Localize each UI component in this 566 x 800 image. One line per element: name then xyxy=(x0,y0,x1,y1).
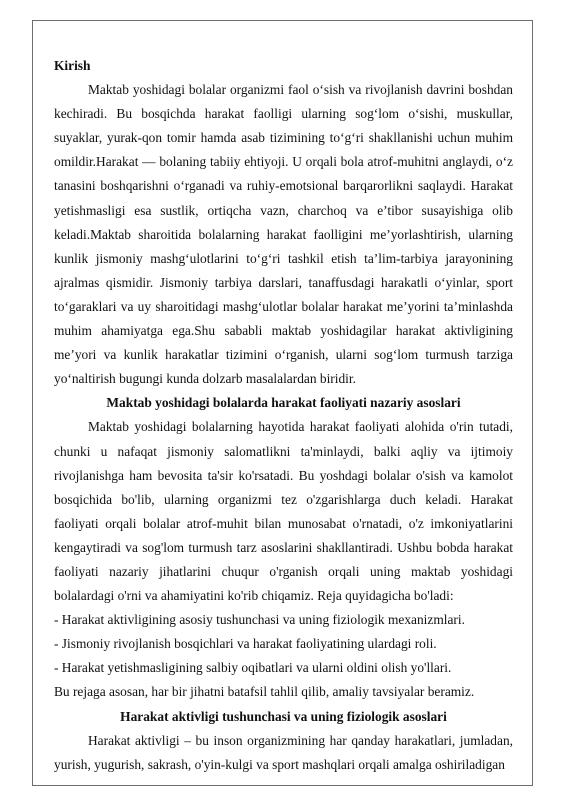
plan-item: - Jismoniy rivojlanish bosqichlari va harakat faoliyatining ulardagi roli. xyxy=(54,636,437,652)
intro-paragraph: Maktab yoshidagi bolalar organizmi faol o‘sish va rivojlanish davrini boshdan kechiradi. Bu bosqichda harakat faolligi ularning sog‘lom o‘sishi, muskullar, suyaklar, yurak-qon tomir hamda asab tizimining to‘g‘ri shakllanishi uchun muhim omildir.Harakat — bolaning tabiiy ehtiyoji. U orqali bola atrof-muhitni anglaydi, o‘z tanasini boshqarishni o‘rganadi va ruhiy-emotsional barqarorlikni saqlaydi. Harakat yetishmasligi esa sustlik, ortiqcha vazn, charchoq va e’tibor susayishiga olib keladi.Maktab sharoitida bolalarning harakat faolligini me’yorlashtirish, ularning kunlik jismoniy mashg‘ulotlarini to‘g‘ri tashkil etish ta’lim-tarbiya jarayonining ajralmas qismidir. Jismoniy tarbiya darslari, tanaffusdagi harakatli o‘yinlar, sport to‘garaklari va uy sharoitidagi mashg‘ulotlar bolalar harakat me’yorini ta’minlashda muhim ahamiyatga ega.Shu sababli maktab yoshidagilar harakat aktivligining me’yori va kunlik harakatlar tizimini o‘rganish, ularni sog‘lom turmush tarziga yo‘naltirish bugungi kunda dolzarb masalalardan biridir. xyxy=(54,82,513,387)
intro-heading: Kirish xyxy=(54,58,91,73)
plan-item: - Harakat yetishmasligining salbiy oqibatlari va ularni oldini olish yo'llari. xyxy=(54,660,452,676)
section1-paragraph: Maktab yoshidagi bolalarning hayotida harakat faoliyati alohida o'rin tutadi, chunki u nafaqat jismoniy salomatlikni ta'minlaydi, balki aqliy va ijtimoiy rivojlanishga ham bevosita ta'sir ko'rsatadi. Bu yoshdagi bolalar o'sish va kamolot bosqichida bo'lib, ularning organizmi tez o'zgarishlarga duch keladi. Harakat faoliyati orqali bolalar atrof-muhit bilan munosabat o'rnatadi, o'z imkoniyatlarini kengaytiradi va sog'lom turmush tarz asoslarini shakllantiradi. Ushbu bobda harakat faoliyati nazariy jihatlarini chuqur o'rganish orqali uning maktab yoshidagi bolalardagi o'rni va ahamiyatini ko'rib chiqamiz. Reja quyidagicha bo'ladi: xyxy=(54,419,513,604)
section2-paragraph: Harakat aktivligi – bu inson organizmining har qanday harakatlari, jumladan, yurish, yugurish, sakrash, o'yin-kulgi va sport mashqlari orqali amalga oshiriladigan xyxy=(54,732,513,772)
section1-title: Maktab yoshidagi bolalarda harakat faoliyati nazariy asoslari xyxy=(106,395,461,411)
document-body xyxy=(54,54,513,777)
plan-closing: Bu rejaga asosan, har bir jihatni batafsil tahlil qilib, amaliy tavsiyalar beramiz. xyxy=(54,684,475,700)
document-page xyxy=(32,20,533,786)
plan-item: - Harakat aktivligining asosiy tushunchasi va uning fiziologik mexanizmlari. xyxy=(54,612,465,628)
section2-title: Harakat aktivligi tushunchasi va uning fiziologik asoslari xyxy=(120,708,447,724)
